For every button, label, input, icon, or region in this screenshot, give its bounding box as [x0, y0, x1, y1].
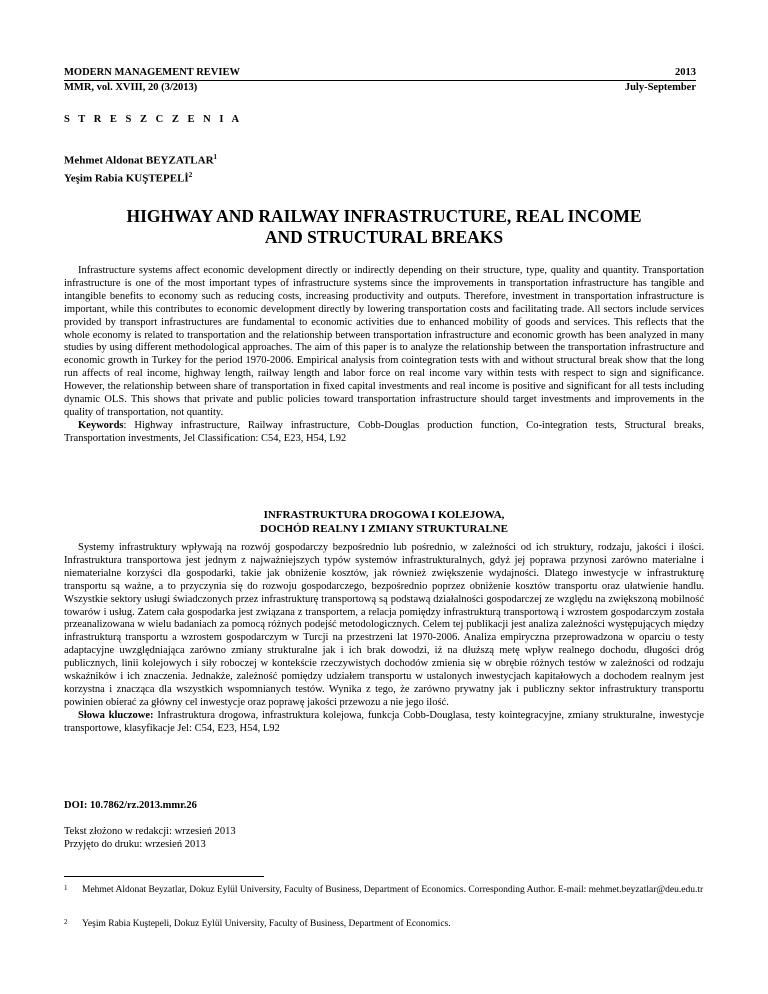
- footnote-divider: [64, 876, 264, 877]
- footnote-number: 2: [64, 918, 68, 926]
- footnote-text: Mehmet Aldonat Beyzatlar, Dokuz Eylül University, Faculty of Business, Department of Economics. Corresponding Author. E-mail: mehmet.beyzatlar@deu.edu.tr: [82, 885, 704, 895]
- footnote: [64, 884, 704, 896]
- abstract-english: [64, 265, 704, 446]
- journal-volume: MMR, vol. XVIII, 20 (3/2013): [64, 82, 198, 93]
- running-header-top: [64, 66, 696, 81]
- author-list: [64, 150, 217, 185]
- journal-name: MODERN MANAGEMENT REVIEW: [64, 67, 240, 78]
- doi[interactable]: DOI: 10.7862/rz.2013.mmr.26: [64, 800, 197, 811]
- received-date: Tekst złożono w redakcji: wrzesień 2013: [64, 826, 236, 837]
- polish-title: INFRASTRUKTURA DROGOWA I KOLEJOWA, DOCHÓD REALNY I ZMIANY STRUKTURALNE: [260, 509, 508, 535]
- abstract-text: Systemy infrastruktury wpływają na rozwój gospodarczy bezpośrednio lub pośrednio, w zależności od ich struktury, rodzaju, jakości i ilości. Infrastruktura transportowa jest jednym z najważniejszych typów systemów infrastrukturalnych, gdyż jej poprawa przynosi zarówno materialne i niematerialne korzyści dla gospodarki, takie jak obniżenie kosztów, jak również zwiększenie wydajności. Dlatego inwestycje w infrastrukturę transportu są ważne, a to przyczynia się do rozwoju gospodarczego, bezpośrednio poprzez obniżenie kosztów transportu oraz ułatwienie handlu. Wszystkie sektory usługi świadczonych przez infrastrukturę transportową są podstawą działalności gospodarczej ze względu na zwiększoną mobilność towarów i usług. Zatem cała gospodarka jest związana z transportem, a relacja pomiędzy infrastrukturą transportową i wzrostem gospodarczym została przeanalizowana w wielu badaniach za pomocą różnych podejść metodologicznych. Celem tej publikacji jest analiza zależności występujących między infrastrukturą transportu a wzrostem gospodarczym w Turcji na przestrzeni lat 1970-2006. Analiza empiryczna przeprowadzona w oparciu o testy adaptacyjne uwzględniająca zarówno zmiany strukturalne jak i ich brak dowodzi, iż na dłuższą metę wpływ realnego dochodu, długości dróg publicznych, linii kolejowych i siły roboczej w kontekście rzeczywistych dochodów zmienia się w obrębie różnych testów w zależności od rodzaju wskaźników i ich znaczenia. Jednakże, zależność pomiędzy udziałem transportu w ustalonych inwestycjach kapitałowych a dochodem realnym jest korzystna i znacząca dla wszystkich wspomnianych testów. Wynika z tego, że zarówno prywatny jak i publiczny sektor infrastruktury transportu powinien obierać za główny cel inwestycje oraz poprawę jakości przewozu a nie jego ilość.: [64, 542, 704, 708]
- author: Yeşim Rabia KUŞTEPELİ$^2$: [64, 170, 193, 185]
- journal-year: 2013: [675, 67, 696, 78]
- keywords-label: Słowa kluczowe:: [78, 709, 154, 721]
- footnote-mark[interactable]: 2: [188, 170, 193, 179]
- journal-period: July-September: [624, 82, 696, 93]
- footnote-text: Yeşim Rabia Kuştepeli, Dokuz Eylül University, Faculty of Business, Department of Economics.: [82, 919, 451, 929]
- keywords-text: Infrastruktura drogowa, infrastruktura kolejowa, funkcja Cobb-Douglasa, testy kointegracyjne, zmiany strukturalne, inwestycje transportowe, klasyfikacje Jel: C54, E23, H54, L92: [64, 709, 705, 734]
- accepted-date: Przyjęto do druku: wrzesień 2013: [64, 839, 206, 850]
- submission-dates: [64, 825, 236, 851]
- keywords-pl: [64, 710, 704, 736]
- keywords-label: Keywords: [78, 419, 124, 431]
- footnote-number: 1: [64, 884, 68, 892]
- section-label: S T R E S Z C Z E N I A: [64, 114, 243, 125]
- author: Mehmet Aldonat BEYZATLAR$^1$: [64, 153, 218, 167]
- footnote: [64, 918, 704, 930]
- abstract-text: Infrastructure systems affect economic development directly or indirectly depending on their structure, type, quality and quantity. Transportation infrastructure is one of the most important types of infrastructure systems since the improvements in transportation infrastructure has tangible and intangible benefits to economy such as reducing costs, increasing productivity and outputs. Therefore, investment in transportation infrastructure is important, while this contributes to economic development directly by lowering transportation costs and facilitating trade. All sectors include services provided by transport infrastructures are fundamental to economic activities due to enhanced mobility of goods and services. This reflects that the whole economy is related to transportation and the relationship between transportation infrastructure and economic growth has been analyzed in many studies by using different methodological approaches. The aim of this paper is to analyze the relationship between the transportation infrastructure and economic growth in Turkey for the period 1970-2006. Empirical analysis from cointegration tests with and without structural break show that the long run affects of real income, highway length, railway length and labor force on real income vary within tests with respect to sign and significance. However, the relationship between share of transportation in fixed capital investments and real income is positive and significant for all tests including dynamic OLS. This shows that private and public policies toward transportation infrastructure should target investments and improvements in the quality of transportation, not quantity.: [64, 265, 704, 418]
- running-header-bottom: [64, 81, 696, 94]
- abstract-polish: [64, 542, 704, 736]
- keywords-en: [64, 420, 704, 446]
- paper-title: HIGHWAY AND RAILWAY INFRASTRUCTURE, REAL INCOME AND STRUCTURAL BREAKS: [126, 206, 642, 247]
- keywords-text: : Highway infrastructure, Railway infrastructure, Cobb-Douglas production function, Co-integration tests, Structural breaks, Transportation investments, Jel Classification: C54, E23, H54, L92: [64, 419, 704, 444]
- footnote-mark[interactable]: 1: [213, 153, 218, 161]
